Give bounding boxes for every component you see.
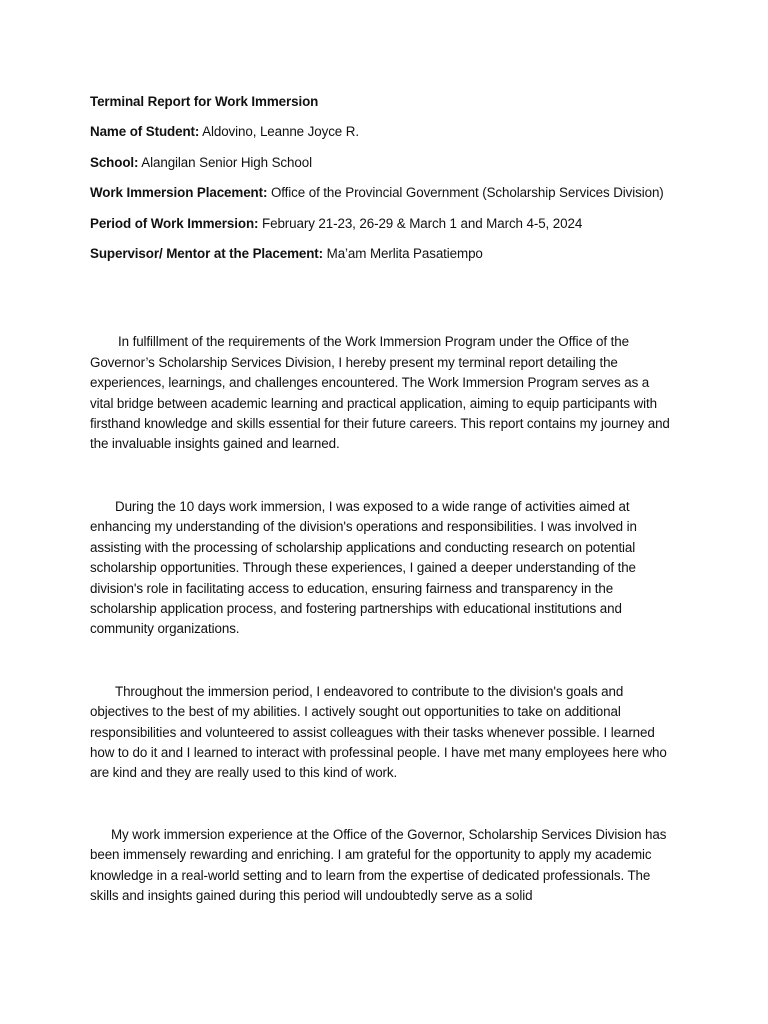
student-name-field bbox=[90, 122, 670, 142]
report-title: Terminal Report for Work Immersion bbox=[90, 94, 319, 109]
field-label: Supervisor/ Mentor at the Placement: bbox=[90, 246, 324, 262]
report-content bbox=[90, 92, 670, 906]
placement-field bbox=[90, 183, 670, 203]
paragraph-introduction: In fulfillment of the requirements of the Work Immersion Program under the Office of the Governor’s Scholarship Services Division, I hereby present my terminal report detailing the experiences, learnings, and challenges encountered. The Work Immersion Program serves as a vital bridge between academic learning and practical application, aiming to equip participants with firsthand knowledge and skills essential for their future careers. This report contains my journey and the invaluable insights gained and learned. bbox=[90, 334, 670, 452]
field-label: Period of Work Immersion: bbox=[90, 215, 259, 231]
field-value: Aldovino, Leanne Joyce R. bbox=[202, 124, 359, 140]
field-label: Work Immersion Placement: bbox=[90, 185, 268, 201]
paragraph-activities: During the 10 days work immersion, I was exposed to a wide range of activities aimed at enhancing my understanding of the division's operations and responsibilities. I was involved in assisting with the processing of scholarship applications and conducting research on potential scholarship opportunities. Through these experiences, I gained a deeper understanding of the division's role in facilitating access to education, ensuring fairness and transparency in the scholarship application process, and fostering partnerships with educational institutions and community organizations. bbox=[90, 498, 637, 637]
field-value: Office of the Provincial Government (Scholarship Services Division) bbox=[270, 185, 664, 201]
period-field bbox=[90, 214, 670, 234]
field-value: February 21-23, 26-29 & March 1 and March 4-5, 2024 bbox=[262, 215, 583, 231]
paragraph-reflection: My work immersion experience at the Office of the Governor, Scholarship Services Division has been immensely rewarding and enriching. I am grateful for the opportunity to apply my academic knowledge in a real-world setting and to learn from the expertise of dedicated professionals. The skills and insights gained during this period will undoubtedly serve as a solid bbox=[90, 826, 667, 903]
school-field bbox=[90, 153, 670, 173]
field-label: School: bbox=[90, 154, 139, 170]
field-value: Alangilan Senior High School bbox=[141, 154, 312, 170]
paragraph-contributions: Throughout the immersion period, I endeavored to contribute to the division's goals and objectives to the best of my abilities. I actively sought out opportunities to take on additional responsibilities and volunteered to assist colleagues with their tasks whenever possible. I learned how to do it and I learned to interact with professinal people. I have met many employees here who are kind and they are really used to this kind of work. bbox=[90, 683, 667, 781]
supervisor-field bbox=[90, 244, 670, 264]
field-value: Ma’am Merlita Pasatiempo bbox=[326, 246, 483, 262]
field-label: Name of Student: bbox=[90, 124, 200, 140]
